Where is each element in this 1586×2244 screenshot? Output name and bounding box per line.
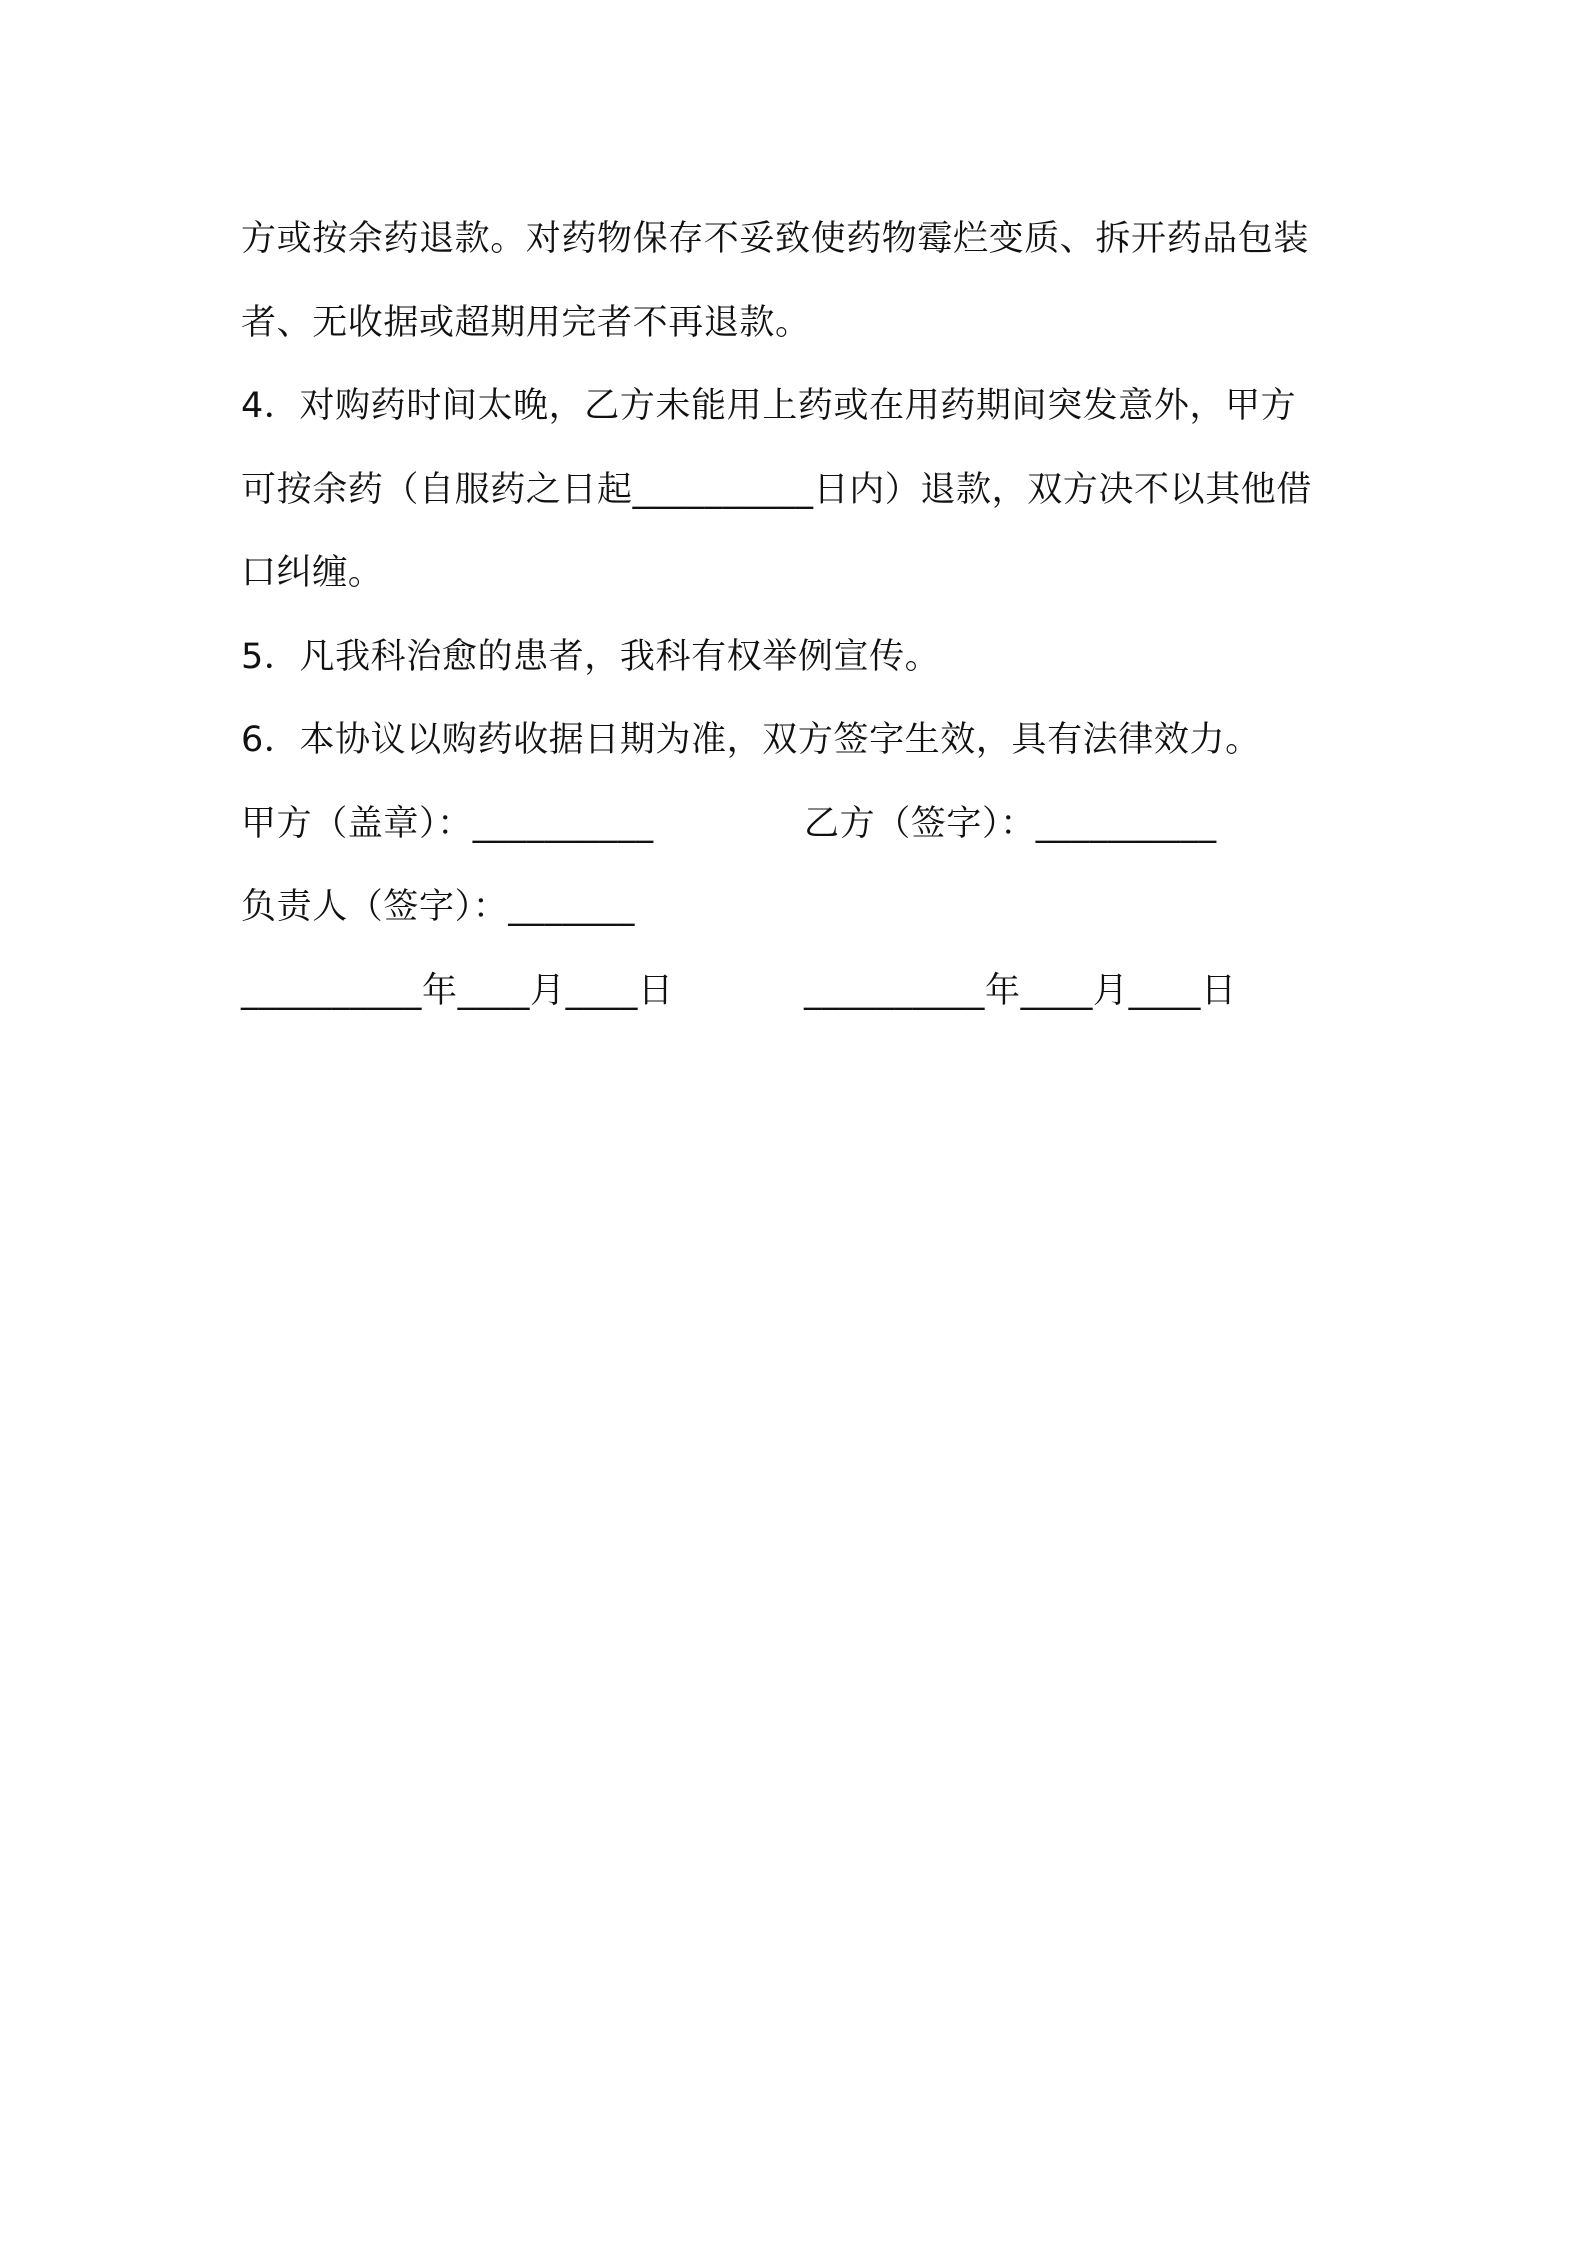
clause-4-line: 可按余药（自服药之日起__________日内）退款，双方决不以其他借 (241, 469, 1313, 510)
party-a-date: __________年____月____日 (241, 970, 674, 1011)
party-a-signature: 甲方（盖章）：__________ (241, 803, 654, 844)
paragraph-line: 方或按余药退款。对药物保存不妥致使药物霉烂变质、拆开药品包装 (241, 219, 1310, 259)
clause-4-line: 4．对购药时间太晚，乙方未能用上药或在用药期间突发意外，甲方 (241, 386, 1297, 426)
party-b-signature: 乙方（签字）：__________ (804, 803, 1217, 844)
clause-5-line: 5．凡我科治愈的患者，我科有权举例宣传。 (241, 636, 941, 677)
clause-6-line: 6．本协议以购药收据日期为准，双方签字生效，具有法律效力。 (241, 720, 1261, 760)
signature-row (241, 783, 1361, 867)
paragraph-line: 者、无收据或超期用完者不再退款。 (241, 302, 811, 343)
clause-4-line: 口纠缠。 (241, 553, 384, 593)
party-b-date: __________年____月____日 (804, 970, 1237, 1011)
responsible-person-signature: 负责人（签字）：_______ (241, 887, 636, 927)
date-row (241, 950, 1361, 1034)
document-body (241, 198, 1361, 1033)
